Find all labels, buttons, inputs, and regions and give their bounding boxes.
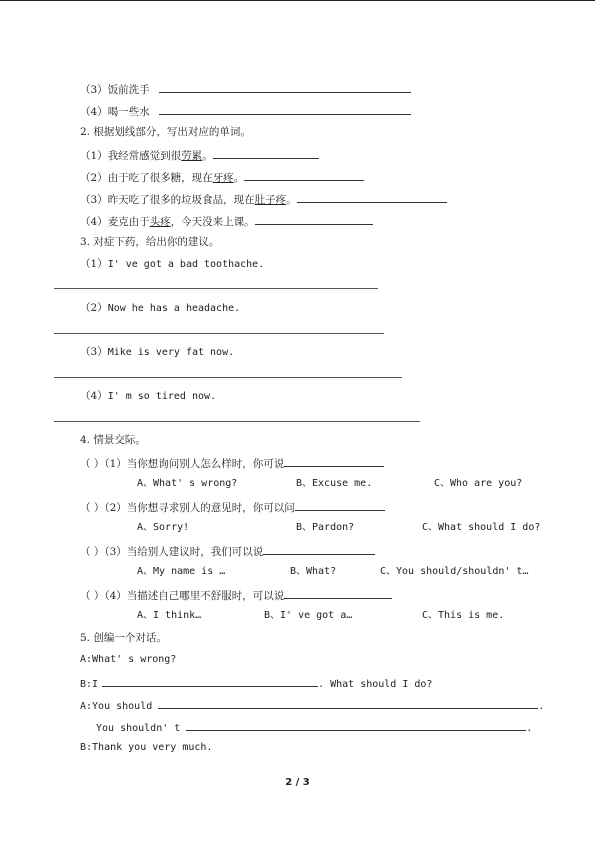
answer-paren[interactable]: （ ） (80, 546, 105, 558)
answer-paren[interactable]: （ ） (80, 458, 105, 470)
dialog-line-3: A:You should . (80, 697, 544, 714)
option-b: B、Pardon? (296, 522, 355, 533)
option-a: A、My name is … (137, 566, 226, 577)
answer-blank[interactable] (159, 103, 411, 115)
option-a: A、Sorry! (137, 522, 190, 533)
answer-blank[interactable] (295, 499, 385, 511)
option-c: C、This is me. (422, 610, 505, 621)
part4-title: 4. 情景交际。 (80, 434, 146, 446)
answer-line[interactable] (54, 377, 402, 378)
page-top-border (0, 0, 595, 1)
answer-paren[interactable]: （ ） (80, 502, 105, 514)
option-c: C、You should/shouldn' t… (380, 566, 529, 577)
answer-line[interactable] (54, 288, 378, 289)
dialog-line-1: A:What' s wrong? (80, 654, 177, 665)
part4-question-4: （ ）（4）当描述自己哪里不舒服时，可以说 (80, 587, 392, 603)
part3-item-4: （4）I' m so tired now. (80, 390, 217, 402)
part3-item-2: （2）Now he has a headache. (80, 302, 241, 314)
part2-item-2: （2）由于吃了很多糖，现在牙疼。 (80, 169, 364, 185)
part1-item-4: （4）喝一些水 (80, 103, 411, 119)
answer-paren[interactable]: （ ） (80, 590, 105, 602)
answer-line[interactable] (54, 333, 384, 334)
part2-item-4: （4）麦克由于头疼，今天没来上课。 (80, 213, 373, 229)
option-b: B、What? (290, 566, 337, 577)
option-a: A、I think… (137, 610, 202, 621)
option-b: B、I' ve got a… (264, 610, 353, 621)
answer-blank[interactable] (159, 81, 411, 93)
page-number: 2 / 3 (285, 777, 310, 788)
dialog-line-4: You shouldn' t . (96, 719, 532, 736)
option-b: B、Excuse me. (296, 478, 373, 489)
answer-blank[interactable] (186, 719, 526, 731)
part4-question-2: （ ）（2）当你想寻求别人的意见时，你可以问 (80, 499, 385, 515)
option-a: A、What' s wrong? (137, 478, 238, 489)
answer-blank[interactable] (284, 455, 384, 467)
answer-blank[interactable] (213, 147, 319, 159)
part2-item-1: （1）我经常感觉到很劳累。 (80, 147, 319, 163)
answer-line[interactable] (54, 421, 420, 422)
part3-item-1: （1）I' ve got a bad toothache. (80, 258, 265, 270)
answer-blank[interactable] (284, 587, 392, 599)
answer-blank[interactable] (158, 697, 538, 709)
part5-title: 5. 创编一个对话。 (80, 632, 167, 644)
option-c: C、Who are you? (434, 478, 523, 489)
answer-blank[interactable] (255, 213, 373, 225)
part2-item-3: （3）昨天吃了很多的垃圾食品，现在肚子疼。 (80, 191, 447, 207)
answer-blank[interactable] (102, 675, 318, 687)
part2-title: 2. 根据划线部分，写出对应的单词。 (80, 126, 251, 138)
part1-item-3: （3）饭前洗手 (80, 81, 411, 97)
answer-blank[interactable] (297, 191, 447, 203)
answer-blank[interactable] (244, 169, 364, 181)
part3-item-3: （3）Mike is very fat now. (80, 346, 235, 358)
answer-blank[interactable] (263, 543, 375, 555)
part3-title: 3. 对症下药，给出你的建议。 (80, 236, 220, 248)
part4-question-3: （ ）（3）当给别人建议时，我们可以说 (80, 543, 375, 559)
option-c: C、What should I do? (422, 522, 541, 533)
dialog-line-2: B:I . What should I do? (80, 675, 432, 692)
dialog-line-5: B:Thank you very much. (80, 742, 213, 753)
part4-question-1: （ ）（1）当你想询问别人怎么样时，你可说 (80, 455, 384, 471)
